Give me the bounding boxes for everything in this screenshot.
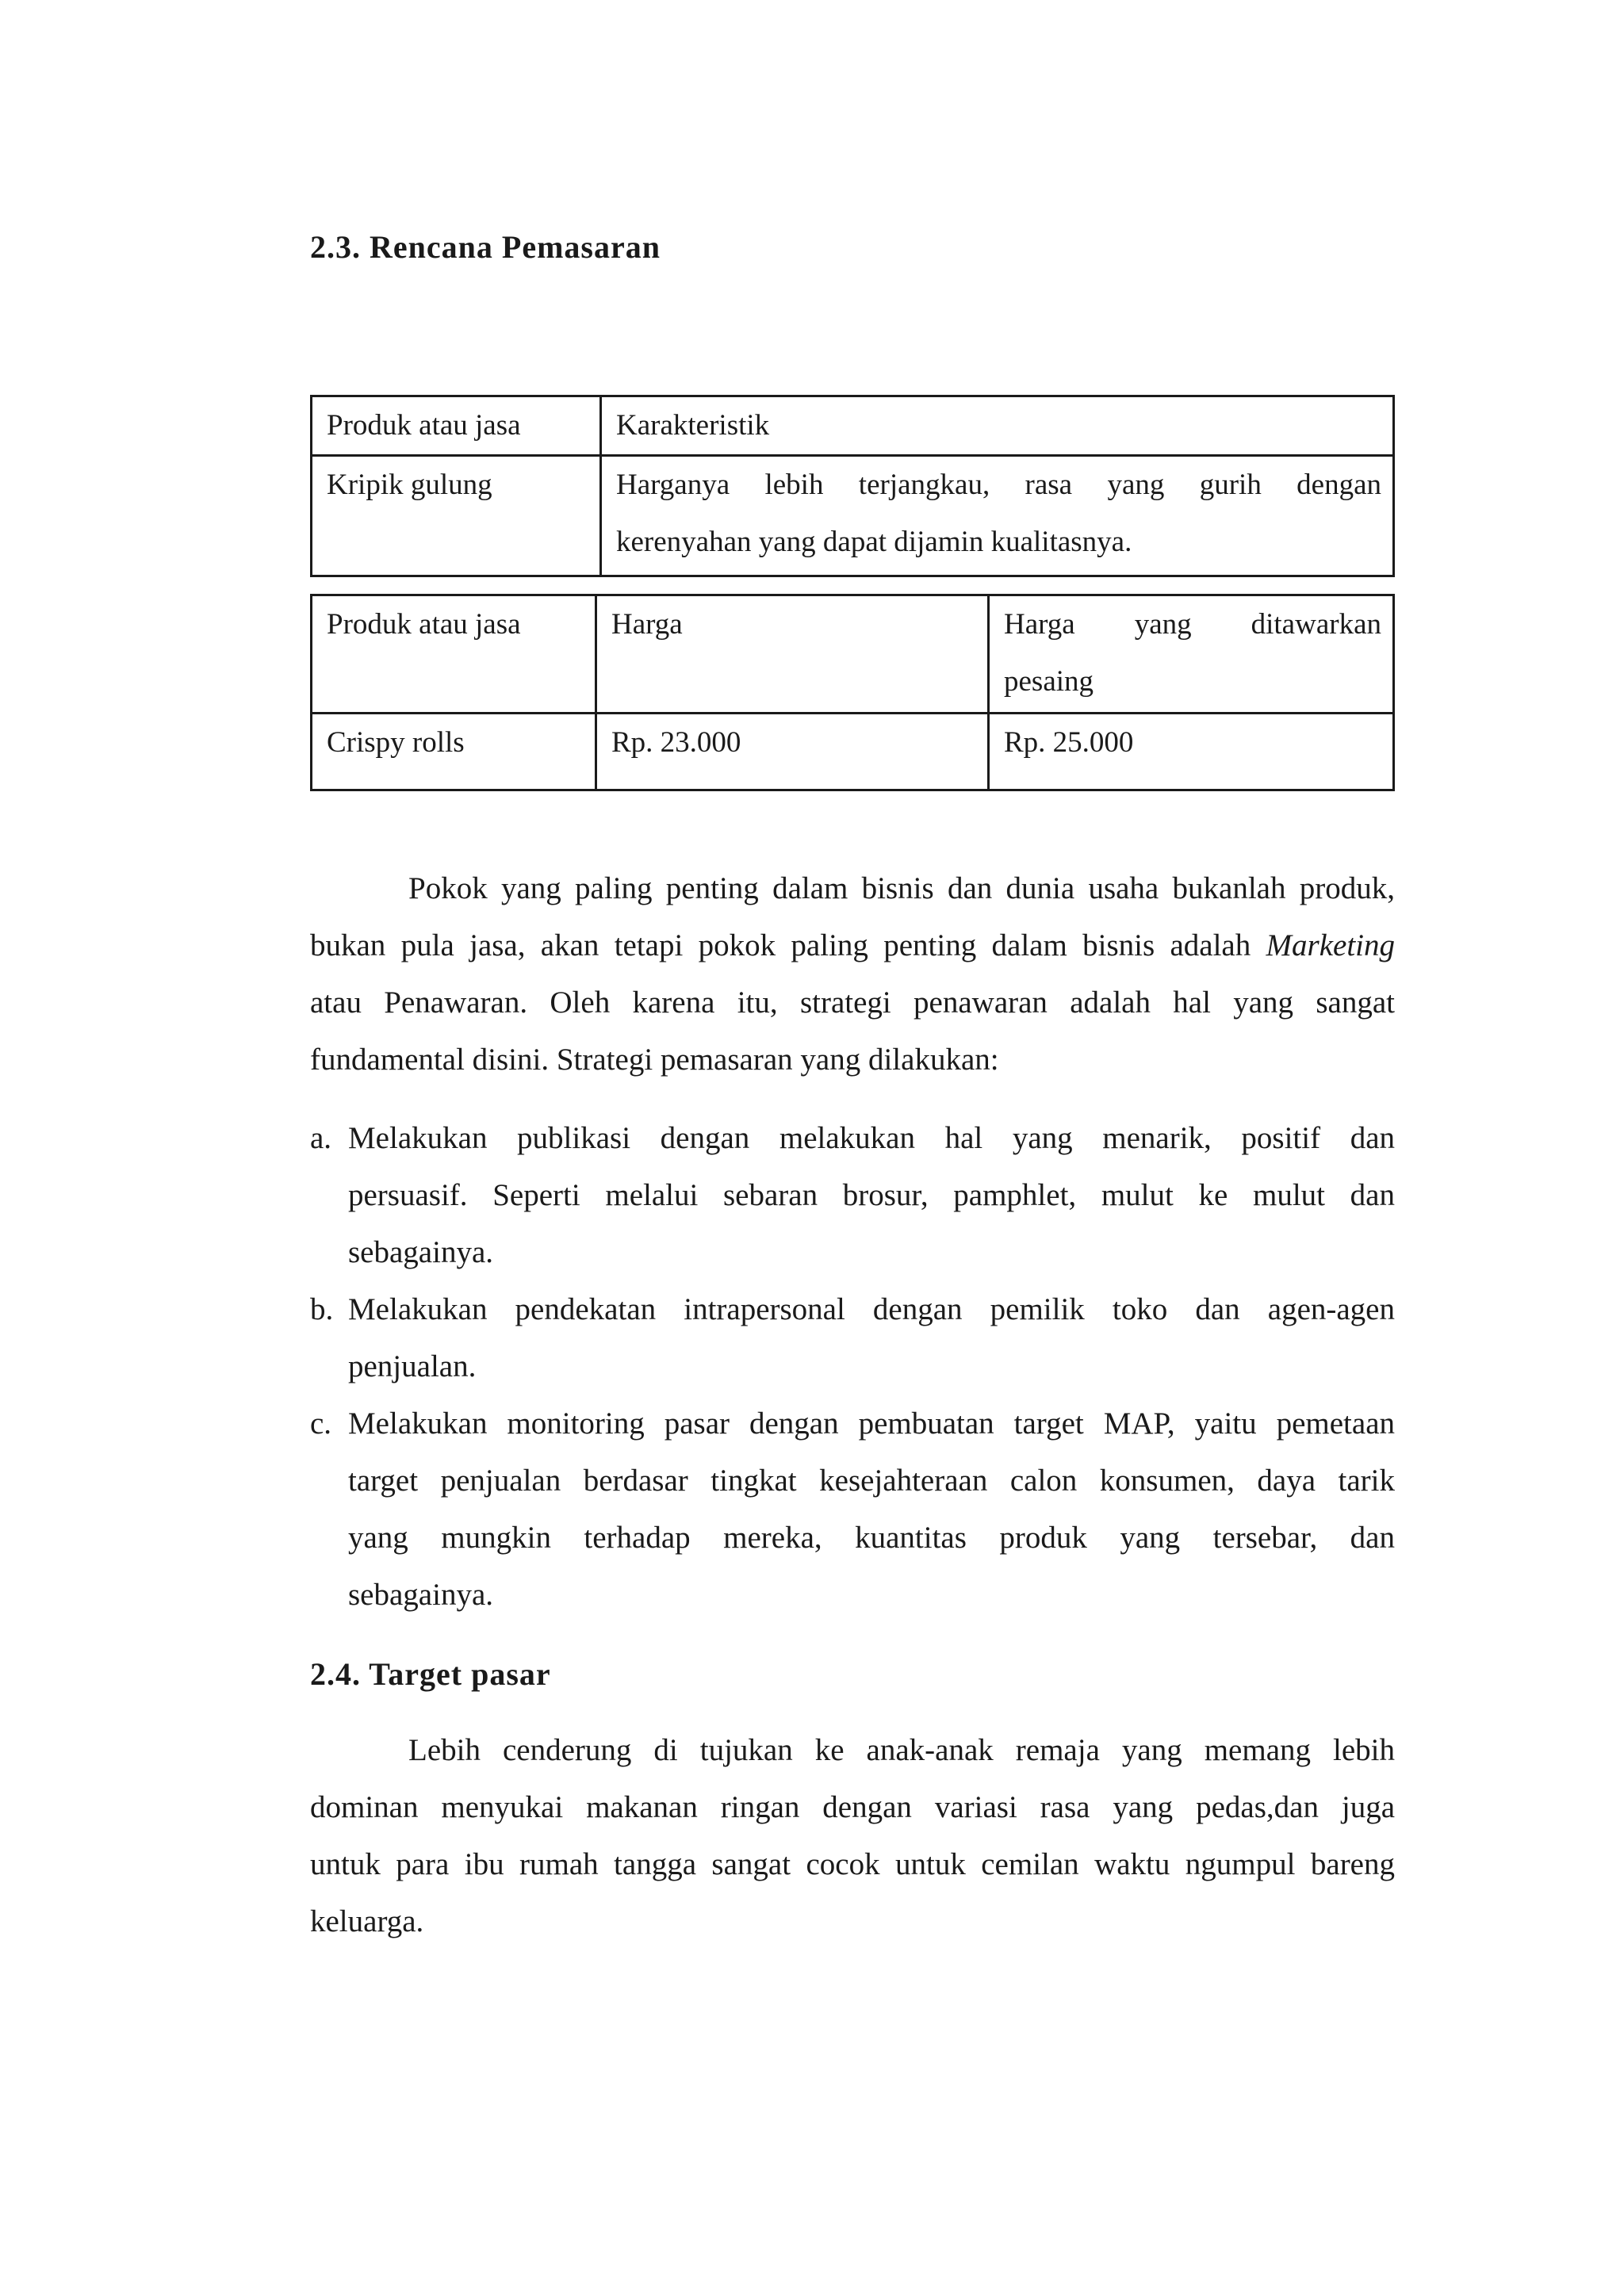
competitor-header-line: Harga yang ditawarkan: [1004, 608, 1381, 641]
section-heading-rencana-pemasaran: 2.3. Rencana Pemasaran: [310, 229, 661, 265]
table-row: [312, 456, 1394, 576]
characteristic-line: Harganya lebih terjangkau, rasa yang gurih dengan: [616, 469, 1381, 501]
paragraph-line: keluarga.: [310, 1904, 424, 1938]
list-marker: a.: [310, 1121, 332, 1155]
table-header-row: [312, 396, 1394, 456]
table-row: [312, 714, 1394, 790]
paragraph-line: fundamental disini. Strategi pemasaran yang dilakukan:: [310, 1043, 999, 1077]
cell-product: Kripik gulung: [312, 456, 601, 576]
list-item-line: persuasif. Seperti melalui sebaran brosur, pamphlet, mulut ke mulut dan: [348, 1178, 1395, 1212]
header-cell-characteristic: Karakteristik: [601, 396, 1394, 456]
paragraph-line: atau Penawaran. Oleh karena itu, strategi penawaran adalah hal yang sangat: [310, 985, 1395, 1020]
paragraph-line-text: bukan pula jasa, akan tetapi pokok paling penting dalam bisnis adalah: [310, 928, 1266, 962]
list-item-line: penjualan.: [348, 1349, 477, 1383]
characteristic-line: kerenyahan yang dapat dijamin kualitasnya.: [616, 526, 1132, 558]
section-heading-target-pasar: 2.4. Target pasar: [310, 1656, 551, 1692]
table-header-row: [312, 595, 1394, 714]
header-cell-competitor-price: [989, 595, 1394, 714]
paragraph-line: Pokok yang paling penting dalam bisnis dan dunia usaha bukanlah produk,: [408, 871, 1395, 905]
list-item-line: sebagainya.: [348, 1578, 494, 1612]
list-item: [310, 1110, 1395, 1281]
list-item: [310, 1281, 1395, 1395]
paragraph-line: Lebih cenderung di tujukan ke anak-anak remaja yang memang lebih: [408, 1733, 1395, 1767]
list-marker: b.: [310, 1292, 334, 1326]
cell-price: Rp. 23.000: [596, 714, 989, 790]
list-item-line: sebagainya.: [348, 1235, 494, 1269]
list-item-line: target penjualan berdasar tingkat kesejahteraan calon konsumen, daya tarik: [348, 1464, 1395, 1498]
list-item-line: Melakukan pendekatan intrapersonal dengan pemilik toko dan agen-agen: [348, 1292, 1395, 1326]
list-marker: c.: [310, 1406, 332, 1441]
header-cell-product: Produk atau jasa: [312, 396, 601, 456]
strategy-list: [310, 1110, 1395, 1624]
header-cell-product: Produk atau jasa: [312, 595, 596, 714]
list-item-line: yang mungkin terhadap mereka, kuantitas produk yang tersebar, dan: [348, 1521, 1395, 1555]
cell-product: Crispy rolls: [312, 714, 596, 790]
paragraph-line: dominan menyukai makanan ringan dengan variasi rasa yang pedas,dan juga: [310, 1790, 1395, 1824]
emphasis-marketing: Marketing: [1266, 928, 1395, 962]
list-item-line: Melakukan publikasi dengan melakukan hal yang menarik, positif dan: [348, 1121, 1395, 1155]
paragraph-target-market: [310, 1722, 1395, 1950]
price-comparison-table: [310, 594, 1395, 791]
paragraph-line: [310, 917, 1395, 974]
header-cell-price: Harga: [596, 595, 989, 714]
list-item-line: Melakukan monitoring pasar dengan pembuatan target MAP, yaitu pemetaan: [348, 1406, 1395, 1441]
product-characteristics-table: [310, 395, 1395, 577]
paragraph-marketing: [310, 860, 1395, 1089]
cell-competitor-price: Rp. 25.000: [989, 714, 1394, 790]
paragraph-line: untuk para ibu rumah tangga sangat cocok untuk cemilan waktu ngumpul bareng: [310, 1847, 1395, 1881]
cell-characteristic: [601, 456, 1394, 576]
list-item: [310, 1395, 1395, 1624]
competitor-header-line: pesaing: [1004, 665, 1094, 698]
